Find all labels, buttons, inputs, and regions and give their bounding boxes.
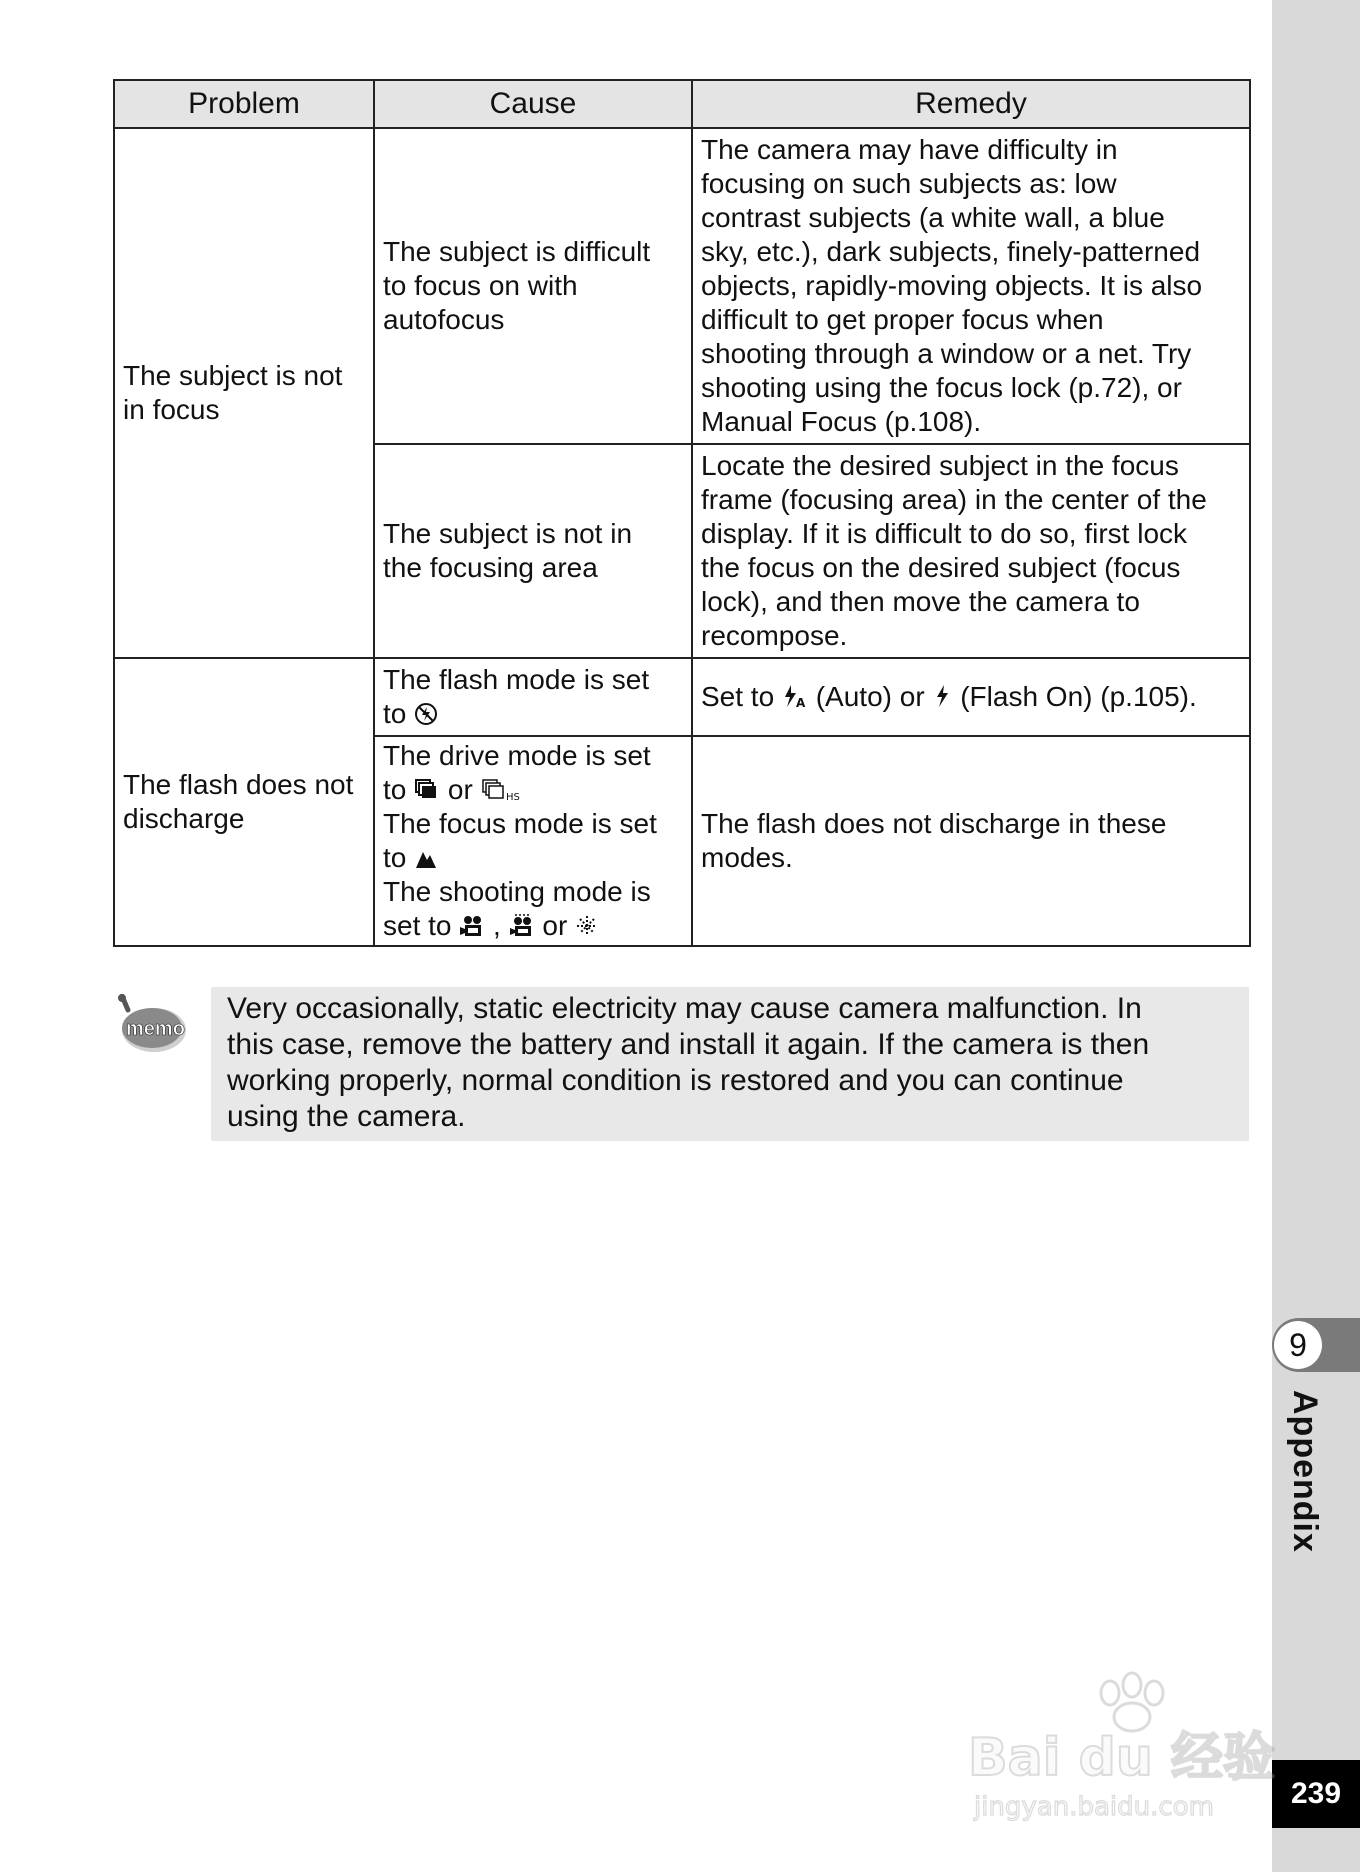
chapter-title: Appendix — [1286, 1390, 1324, 1553]
remedy-line: shooting through a window or a net. Try — [701, 338, 1192, 369]
cause-line: to focus on with — [383, 270, 578, 301]
watermark-brand: Bai du 经验 — [968, 1728, 1275, 1788]
memo-line: this case, remove the battery and install it again. If the camera is then — [227, 1028, 1150, 1061]
continuous-shooting-icon — [414, 778, 440, 803]
cause-line: The focus mode is set — [383, 808, 657, 839]
table-row — [114, 128, 1250, 444]
cause-word: set to — [383, 910, 452, 941]
remedy-cell — [692, 128, 1250, 444]
remedy-line: recompose. — [701, 620, 848, 651]
flash-on-icon — [932, 683, 952, 710]
remedy-word: Set to — [701, 681, 775, 712]
watermark-url: jingyan.baidu.com — [974, 1792, 1214, 1822]
remedy-line: Locate the desired subject in the focus — [701, 450, 1179, 481]
cause-line — [383, 841, 683, 875]
remedy-line: frame (focusing area) in the center of the — [701, 484, 1207, 515]
remedy-line: display. If it is difficult to do so, first lock — [701, 518, 1188, 549]
remedy-word: (Flash On) (p.105). — [960, 681, 1197, 712]
remedy-line: the focus on the desired subject (focus — [701, 552, 1181, 583]
remedy-line: The flash does not discharge in these — [701, 808, 1167, 839]
paw-logo — [1101, 1673, 1163, 1731]
remedy-line: Manual Focus (p.108). — [701, 406, 982, 437]
cause-line — [383, 697, 683, 731]
chapter-sidebar — [1272, 0, 1360, 1872]
cause-word: to — [383, 842, 407, 873]
memo-line: working properly, normal condition is restored and you can continue — [227, 1064, 1124, 1097]
movie-fast-icon — [509, 914, 535, 939]
memo-icon — [114, 994, 190, 1058]
cause-line: the focusing area — [383, 552, 598, 583]
problem-line: in focus — [123, 394, 220, 425]
table-header-row — [114, 80, 1250, 128]
memo-text — [227, 991, 1229, 1135]
remedy-line — [701, 680, 1241, 714]
cause-cell — [374, 736, 692, 946]
cause-word: or — [542, 910, 568, 941]
remedy-line: sky, etc.), dark subjects, finely-patterned — [701, 236, 1201, 267]
cause-word: or — [447, 774, 473, 805]
problem-line: The subject is not — [123, 360, 343, 391]
cause-line: The flash mode is set — [383, 664, 650, 695]
cause-cell — [374, 658, 692, 736]
memo-icon-label: memo — [126, 1018, 185, 1040]
header-remedy: Remedy — [692, 80, 1250, 128]
remedy-word: (Auto) or — [815, 681, 925, 712]
table-row — [114, 658, 1250, 736]
fireworks-icon — [575, 914, 599, 939]
remedy-line: The camera may have difficulty in — [701, 134, 1118, 165]
cause-word: to — [383, 774, 407, 805]
cause-line: The subject is difficult — [383, 236, 651, 267]
remedy-line: objects, rapidly-moving objects. It is also — [701, 270, 1203, 301]
cause-line: The shooting mode is — [383, 876, 651, 907]
problem-line: The flash does not — [123, 769, 354, 800]
memo-box — [211, 987, 1249, 1141]
chapter-number: 9 — [1274, 1321, 1322, 1369]
troubleshooting-table — [113, 79, 1251, 947]
remedy-line: difficult to get proper focus when — [701, 304, 1104, 335]
memo-line: Very occasionally, static electricity may cause camera malfunction. In — [227, 992, 1142, 1025]
cause-line — [383, 773, 683, 807]
cause-line: The drive mode is set — [383, 740, 651, 771]
cause-cell — [374, 444, 692, 658]
remedy-line: modes. — [701, 842, 793, 873]
remedy-line: contrast subjects (a white wall, a blue — [701, 202, 1165, 233]
page-number: 239 — [1272, 1760, 1360, 1828]
cause-line — [383, 909, 683, 943]
remedy-line: shooting using the focus lock (p.72), or — [701, 372, 1182, 403]
problem-line: discharge — [123, 803, 245, 834]
high-speed-continuous-icon — [481, 778, 527, 803]
problem-cell — [114, 128, 374, 658]
infinity-landscape-icon — [414, 846, 438, 871]
header-problem: Problem — [114, 80, 374, 128]
hs-label: HS — [505, 792, 520, 802]
memo-line: using the camera. — [227, 1100, 466, 1133]
remedy-cell — [692, 444, 1250, 658]
remedy-line: focusing on such subjects as: low — [701, 168, 1117, 199]
cause-line: autofocus — [383, 304, 505, 335]
flash-auto-icon — [782, 683, 808, 710]
cause-cell — [374, 128, 692, 444]
cause-line: The subject is not in — [383, 518, 633, 549]
remedy-line: lock), and then move the camera to — [701, 586, 1140, 617]
header-cause: Cause — [374, 80, 692, 128]
remedy-cell — [692, 658, 1250, 736]
remedy-cell — [692, 736, 1250, 946]
svg-text:A: A — [795, 696, 806, 709]
flash-off-icon — [414, 702, 438, 727]
movie-icon — [459, 914, 485, 939]
cause-word: to — [383, 698, 407, 729]
cause-word: , — [493, 910, 501, 941]
baidu-watermark — [960, 1665, 1280, 1825]
problem-cell — [114, 658, 374, 946]
